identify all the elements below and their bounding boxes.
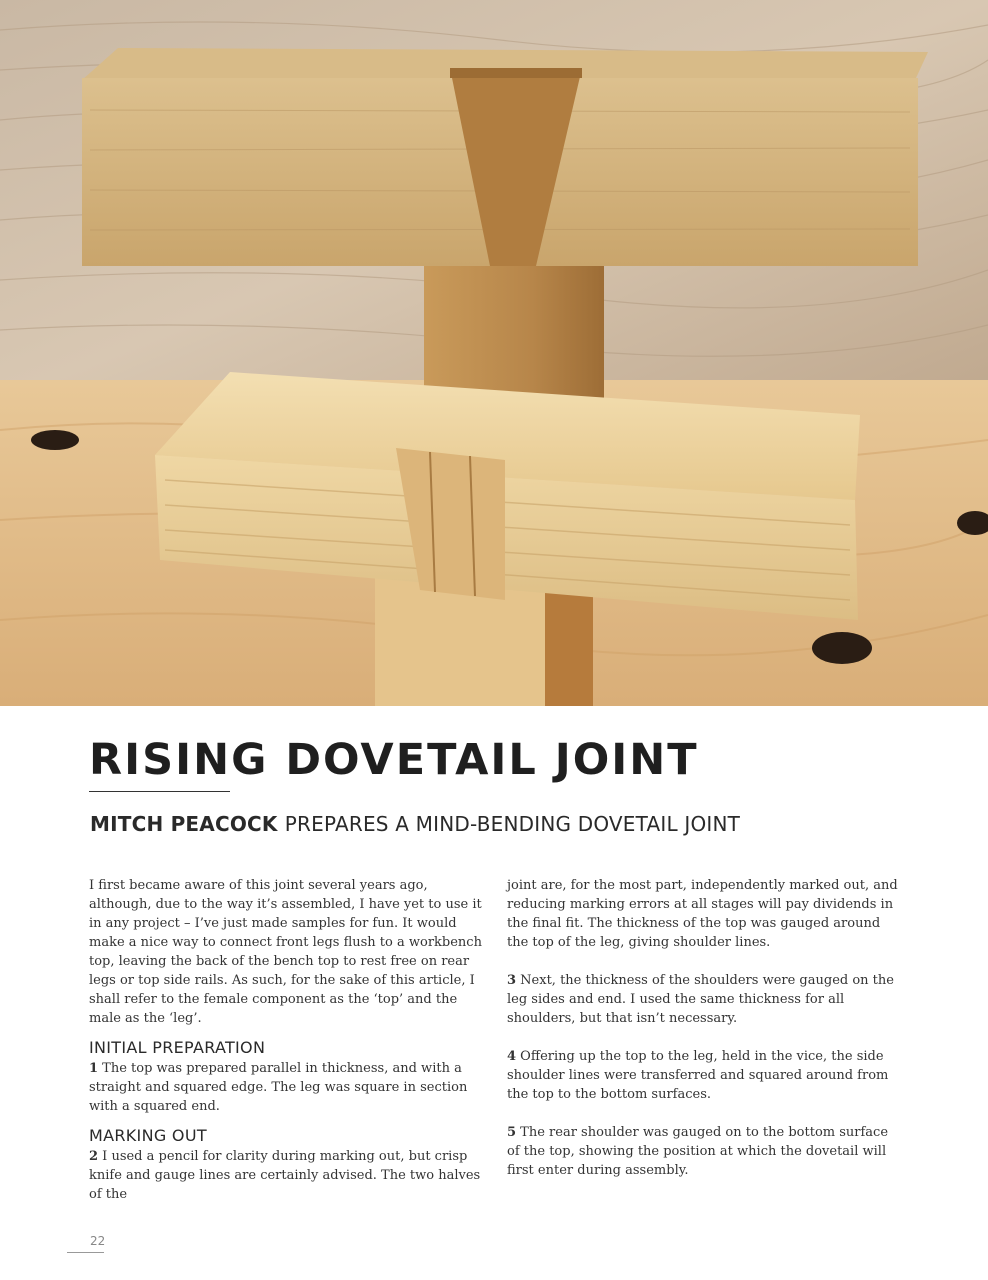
step-text: Next, the thickness of the shoulders were gauged on the leg sides and end. I used the same thickness for all shoulders, but that isn’t necessary. <box>507 973 894 1026</box>
body-column-left <box>89 876 489 1204</box>
step-number: 2 <box>89 1149 99 1164</box>
section-heading: INITIAL PREPARATION <box>89 1038 266 1057</box>
step-text: The top was prepared parallel in thickness, and with a straight and squared edge. The leg was square in section with a squared end. <box>89 1061 468 1114</box>
step-number: 4 <box>507 1049 517 1064</box>
step-number: 1 <box>89 1061 99 1076</box>
title-divider <box>89 791 230 792</box>
article-title: RISING DOVETAIL JOINT <box>89 735 699 785</box>
section-heading: MARKING OUT <box>89 1126 207 1145</box>
body-column-right <box>507 876 899 1180</box>
continued-paragraph: joint are, for the most part, independently marked out, and reducing marking errors at all stages will pay dividends in the final fit. The thickness of the top was gauged around the top of the leg, giving shoulder lines. <box>507 878 898 950</box>
step-paragraph <box>507 971 899 1028</box>
step-number: 3 <box>507 973 517 988</box>
step-text: The rear shoulder was gauged on to the bottom surface of the top, showing the position at which the dovetail will first enter during assembly. <box>507 1125 889 1178</box>
intro-paragraph: I first became aware of this joint several years ago, although, due to the way it’s assembled, I have yet to use it in any project – I’ve just made samples for fun. It would make a nice way to connect front legs flush to a workbench top, leaving the back of the bench top to rest free on rear legs or top side rails. As such, for the sake of this article, I shall refer to the female component as the ‘top’ and the male as the ‘leg’. <box>89 878 482 1026</box>
author-name: MITCH PEACOCK <box>90 812 278 836</box>
step-paragraph <box>89 1147 489 1204</box>
article-deck: PREPARES A MIND-BENDING DOVETAIL JOINT <box>284 812 741 836</box>
step-paragraph <box>507 1047 899 1104</box>
page-number: 22 <box>90 1234 106 1248</box>
step-number: 5 <box>507 1125 517 1140</box>
step-paragraph <box>89 1059 489 1116</box>
step-text: Offering up the top to the leg, held in the vice, the side shoulder lines were transferred and squared around from the top to the bottom surfaces. <box>507 1049 889 1102</box>
folio-divider <box>67 1252 104 1253</box>
step-text: I used a pencil for clarity during marking out, but crisp knife and gauge lines are certainly advised. The two halves of the <box>89 1149 481 1202</box>
article-subtitle <box>90 809 740 839</box>
step-paragraph <box>507 1123 899 1180</box>
